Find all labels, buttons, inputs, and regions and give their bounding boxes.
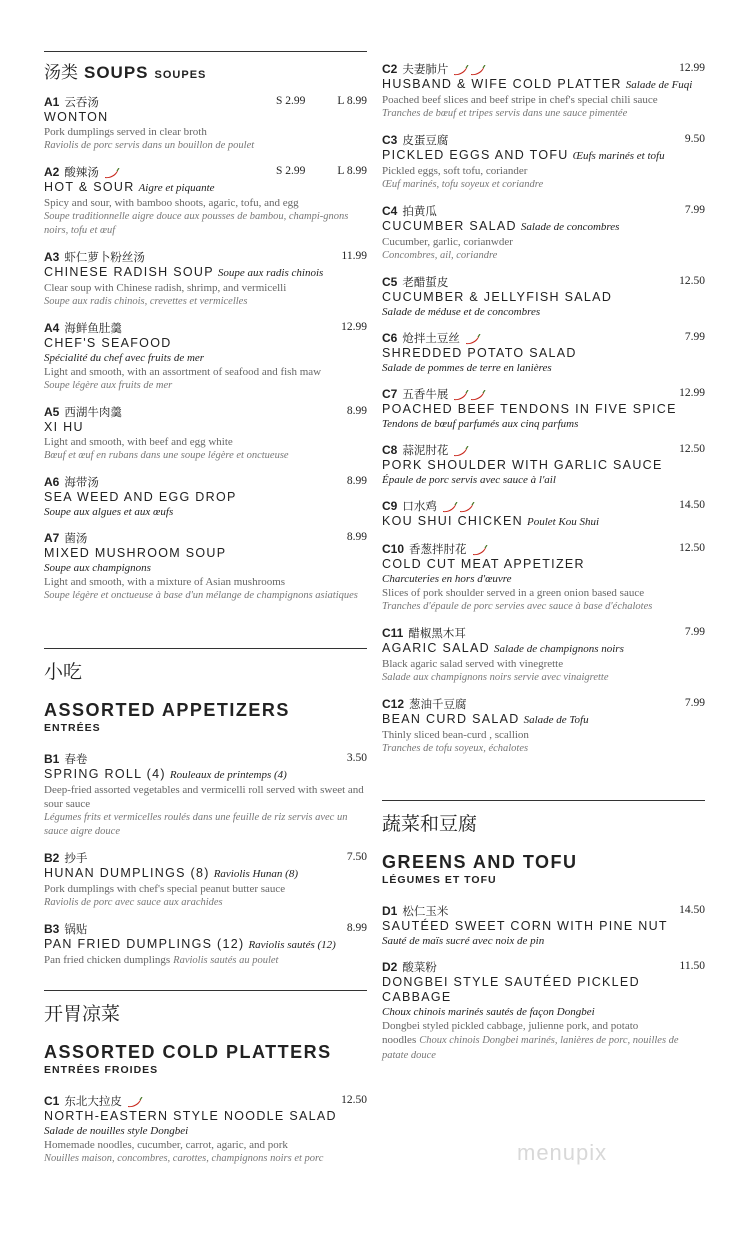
- menu-item: [382, 62, 705, 121]
- item-english-text: WONTON: [44, 110, 109, 124]
- item-heading: [44, 531, 367, 546]
- item-chinese-name: 五香牛展: [402, 387, 449, 401]
- section-title-chinese: 汤类: [44, 63, 78, 83]
- small-price: S 2.99: [275, 95, 306, 107]
- item-english-name: [44, 420, 367, 435]
- item-chinese-name: 炝拌土豆丝: [402, 331, 460, 345]
- item-english-text: SHREDDED POTATO SALAD: [382, 346, 577, 360]
- item-heading: [382, 133, 705, 148]
- item-chinese-name: 酸菜粉: [402, 960, 437, 974]
- item-code: C1: [44, 1094, 60, 1108]
- item-code: C12: [382, 697, 405, 711]
- item-french-name: Soupe aux algues et aux œufs: [44, 506, 174, 518]
- item-chinese-name: 东北大拉皮: [64, 1094, 122, 1108]
- item-english-name: [382, 402, 705, 417]
- item-english-name: [44, 265, 367, 281]
- item-english-name: [382, 641, 705, 657]
- item-english-name: [382, 458, 705, 473]
- item-heading: [382, 626, 705, 641]
- menu-item: [382, 331, 705, 375]
- item-description: [382, 657, 705, 671]
- item-code: A4: [44, 321, 60, 335]
- item-price: 8.99: [346, 922, 367, 934]
- menu-item: [382, 275, 705, 319]
- item-french-inline: Poulet Kou Shui: [526, 516, 600, 528]
- chili-icon: [452, 65, 486, 75]
- chili-icon: [471, 545, 488, 555]
- item-heading: [382, 331, 705, 346]
- item-price: 12.50: [679, 443, 705, 455]
- item-chinese-name: 皮蛋豆腐: [402, 133, 449, 147]
- item-chinese-name: 蒜泥肘花: [402, 443, 449, 457]
- item-description-french: Concombres, ail, coriandre: [382, 250, 498, 261]
- item-description-french: Bœuf et œuf en rubans dans une soupe légère et onctueuse: [44, 450, 289, 461]
- item-code: C5: [382, 275, 398, 289]
- item-description: [44, 783, 367, 811]
- item-english-text: PORK SHOULDER WITH GARLIC SAUCE: [382, 458, 663, 472]
- item-heading: [44, 321, 367, 336]
- item-english-name: [382, 975, 705, 1005]
- item-heading: [44, 851, 367, 866]
- item-description-french: Œuf marinés, tofu soyeux et coriandre: [382, 179, 544, 190]
- item-description-text: Spicy and sour, with bamboo shoots, agaric, tofu, and egg: [44, 197, 299, 209]
- item-description-text: Pickled eggs, soft tofu, coriander: [382, 165, 528, 177]
- item-english-name: [44, 767, 367, 783]
- menu-item: [382, 904, 705, 948]
- item-english-text: CHINESE RADISH SOUP: [44, 265, 214, 279]
- item-french-inline: Salade de Fuqi: [625, 79, 693, 91]
- item-english-name: [44, 937, 367, 953]
- item-code: C3: [382, 133, 398, 147]
- menu-item: [382, 542, 705, 614]
- item-heading: [44, 405, 367, 420]
- item-description-text: Poached beef slices and beef stripe in chef's special chili sauce: [382, 94, 658, 106]
- item-french-inline: Rouleaux de printemps (4): [169, 769, 287, 781]
- item-price: 8.99: [346, 475, 367, 487]
- item-english-text: PICKLED EGGS AND TOFU: [382, 148, 569, 162]
- item-heading: [382, 697, 705, 712]
- menu-item: [382, 443, 705, 487]
- item-price: 7.99: [684, 697, 705, 709]
- item-code: C10: [382, 542, 405, 556]
- item-code: C8: [382, 443, 398, 457]
- item-french-name: Salade de nouilles style Dongbei: [44, 1125, 189, 1137]
- item-french-inline: Raviolis sautés (12): [248, 939, 336, 951]
- item-description: [44, 365, 367, 379]
- section-title-chinese: 小吃: [44, 661, 83, 683]
- section-title-english: ASSORTED APPETIZERS: [44, 700, 290, 720]
- item-description-french: Tranches d'épaule de porc servies avec sauce à base d'échalotes: [382, 601, 653, 612]
- item-description: [44, 281, 367, 295]
- item-english-name: [382, 919, 705, 934]
- item-description-text: Slices of pork shoulder served in a green onion based sauce: [382, 587, 645, 599]
- item-english-name: [382, 77, 705, 93]
- item-prices: [276, 165, 367, 177]
- item-english-text: XI HU: [44, 420, 84, 434]
- item-english-name: [44, 336, 367, 351]
- chili-icon: [103, 168, 120, 178]
- item-code: C9: [382, 499, 398, 513]
- item-price: 7.99: [684, 626, 705, 638]
- item-chinese-name: 抄手: [64, 851, 88, 865]
- item-heading: [382, 499, 705, 514]
- item-price: 7.99: [684, 331, 705, 343]
- item-description-text: Cucumber, garlic, corianwder: [382, 236, 513, 248]
- item-english-name: [382, 148, 705, 164]
- item-french-name: Choux chinois marinés sautés de façon Dongbei: [382, 1006, 595, 1018]
- section-title-chinese: 蔬菜和豆腐: [382, 813, 478, 835]
- menu-item: [44, 922, 367, 968]
- item-french-inline: Salade de champignons noirs: [494, 643, 624, 655]
- item-french-inline: Soupe aux radis chinois: [217, 267, 324, 279]
- item-french-name: Spécialité du chef avec fruits de mer: [44, 352, 205, 364]
- item-description: [44, 435, 367, 449]
- item-description-text: Dongbei styled pickled cabbage, julienne pork, and potato noodles: [382, 1020, 639, 1046]
- appetizers-section: [44, 648, 367, 968]
- cold-platters-continued: [382, 62, 705, 756]
- item-heading: [382, 204, 705, 219]
- item-code: A3: [44, 250, 60, 264]
- section-title-english: GREENS AND TOFU: [382, 852, 578, 872]
- item-english-text: SAUTÉED SWEET CORN WITH PINE NUT: [382, 919, 668, 933]
- item-french-inline: Œufs marinés et tofu: [572, 150, 665, 162]
- small-price: S 2.99: [275, 165, 306, 177]
- item-english-text: MIXED MUSHROOM SOUP: [44, 546, 227, 560]
- item-english-name: [382, 557, 705, 572]
- item-description-french: Raviolis de porc servis dans un bouillon de poulet: [44, 140, 255, 151]
- item-code: A5: [44, 405, 60, 419]
- menu-item: [44, 752, 367, 839]
- section-rule: [44, 51, 367, 52]
- item-heading: [44, 922, 367, 937]
- item-chinese-name: 拍黄瓜: [402, 204, 437, 218]
- item-price: 12.50: [679, 542, 705, 554]
- item-description-french: Soupe légère et onctueuse à base d'un mélange de champignons asiatiques: [44, 590, 358, 601]
- item-heading: [382, 62, 705, 77]
- item-chinese-name: 醋椒黑木耳: [408, 626, 466, 640]
- item-chinese-name: 菌汤: [64, 531, 88, 545]
- large-price: L 8.99: [337, 95, 367, 107]
- item-description: [44, 882, 367, 896]
- section-title-english: ASSORTED COLD PLATTERS: [44, 1042, 332, 1062]
- item-code: C11: [382, 626, 404, 640]
- item-english-text: BEAN CURD SALAD: [382, 712, 520, 726]
- menu-item: [382, 697, 705, 756]
- item-english-name: [44, 180, 367, 196]
- item-heading: [44, 250, 367, 265]
- item-code: D2: [382, 960, 398, 974]
- item-chinese-name: 老醋蜇皮: [402, 275, 449, 289]
- item-chinese-name: 夫妻肺片: [402, 62, 449, 76]
- item-price: 11.50: [679, 960, 705, 972]
- item-price: 12.50: [341, 1094, 367, 1106]
- item-code: C4: [382, 204, 398, 218]
- menu-item: [44, 531, 367, 603]
- item-description-french: Salade aux champignons noirs servie avec vinaigrette: [382, 672, 609, 683]
- item-chinese-name: 松仁玉米: [402, 904, 449, 918]
- item-code: A2: [44, 165, 60, 179]
- item-prices: [276, 95, 367, 107]
- item-chinese-name: 云吞汤: [64, 95, 99, 109]
- item-heading: [382, 443, 705, 458]
- item-price: 11.99: [341, 250, 367, 262]
- menu-item: [44, 95, 367, 153]
- item-heading: [382, 960, 705, 975]
- item-description: [44, 953, 367, 968]
- section-title-french: SOUPES: [154, 69, 207, 81]
- item-description-french: Soupe légère aux fruits de mer: [44, 380, 173, 391]
- item-price: 12.50: [679, 275, 705, 287]
- item-english-name: [382, 712, 705, 728]
- item-price: 7.50: [346, 851, 367, 863]
- item-chinese-name: 香葱拌肘花: [409, 542, 467, 556]
- item-description-text: Pork dumplings with chef's special peanut butter sauce: [44, 883, 286, 895]
- item-description-french: Soupe aux radis chinois, crevettes et vermicelles: [44, 296, 248, 307]
- item-heading: [382, 904, 705, 919]
- item-description-french: Raviolis sautés au poulet: [173, 955, 279, 966]
- watermark: menupix: [517, 1140, 608, 1165]
- chili-icon: [464, 334, 481, 344]
- item-description-french: Raviolis de porc avec sauce aux arachides: [44, 897, 223, 908]
- item-heading: [44, 1094, 367, 1109]
- item-description: [382, 164, 705, 178]
- item-chinese-name: 春卷: [64, 752, 88, 766]
- soups-section: [44, 51, 367, 603]
- item-french-name: Salade de pommes de terre en lanières: [382, 362, 552, 374]
- item-english-text: COLD CUT MEAT APPETIZER: [382, 557, 585, 571]
- item-price: 3.50: [346, 752, 367, 764]
- menu-item: [44, 165, 367, 238]
- item-english-name: [44, 546, 367, 561]
- chili-icon: [452, 446, 469, 456]
- item-description-text: Homemade noodles, cucumber, carrot, agaric, and pork: [44, 1139, 288, 1151]
- item-french-name: Charcuteries en hors d'œuvre: [382, 573, 512, 585]
- item-english-text: AGARIC SALAD: [382, 641, 490, 655]
- item-description: [382, 586, 705, 600]
- item-heading: [44, 475, 367, 490]
- item-english-text: HUSBAND & WIFE COLD PLATTER: [382, 77, 622, 91]
- item-price: 14.50: [679, 499, 705, 511]
- item-description-french: Soupe traditionnelle aigre douce aux pousses de bambou, champi-gnons noirs, tofu et œuf: [44, 211, 349, 236]
- section-rule: [382, 800, 705, 801]
- menu-item: [382, 204, 705, 263]
- item-description-french: Légumes frits et vermicelles roulés dans une feuille de riz servis avec un sauce aigre douce: [44, 812, 348, 837]
- item-description-text: Light and smooth, with an assortment of seafood and fish maw: [44, 366, 322, 378]
- item-code: A1: [44, 95, 60, 109]
- item-price: 8.99: [346, 531, 367, 543]
- item-english-name: [382, 219, 705, 235]
- item-french-name: Salade de méduse et de concombres: [382, 306, 541, 318]
- item-english-name: [44, 110, 367, 125]
- item-english-text: HUNAN DUMPLINGS (8): [44, 866, 210, 880]
- item-description: [382, 235, 705, 249]
- item-chinese-name: 酸辣汤: [64, 165, 99, 179]
- section-title-french: ENTRÉES FROIDES: [44, 1064, 159, 1076]
- item-chinese-name: 口水鸡: [402, 499, 437, 513]
- item-code: A6: [44, 475, 60, 489]
- item-english-name: [44, 1109, 367, 1124]
- chili-icon: [452, 390, 486, 400]
- item-english-text: SPRING ROLL (4): [44, 767, 166, 781]
- item-english-text: CHEF'S SEAFOOD: [44, 336, 172, 350]
- item-description-french: Choux chinois Dongbei marinés, lanières de porc, nouilles de patate douce: [382, 1035, 679, 1061]
- large-price: L 8.99: [337, 165, 367, 177]
- item-description-text: Thinly sliced bean-curd , scallion: [382, 729, 529, 741]
- chili-icon: [441, 502, 475, 512]
- item-code: C7: [382, 387, 398, 401]
- section-title: [44, 58, 367, 83]
- item-description: [44, 125, 367, 139]
- item-english-text: NORTH-EASTERN STYLE NOODLE SALAD: [44, 1109, 337, 1123]
- item-description-text: Clear soup with Chinese radish, shrimp, and vermicelli: [44, 282, 287, 294]
- item-english-name: [44, 490, 367, 505]
- menu-item: [44, 405, 367, 463]
- item-price: 14.50: [679, 904, 705, 916]
- section-title-french: ENTRÉES: [44, 722, 101, 734]
- item-description: [44, 575, 367, 589]
- menu-item: [382, 499, 705, 530]
- section-rule: [44, 990, 367, 991]
- section-title-french: LÉGUMES ET TOFU: [382, 874, 497, 886]
- item-heading: [382, 275, 705, 290]
- item-french-name: Sauté de maïs sucré avec noix de pin: [382, 935, 545, 947]
- item-description-french: Tranches de tofu soyeux, échalotes: [382, 743, 529, 754]
- item-description-text: Light and smooth, with beef and egg white: [44, 436, 233, 448]
- menu-item: [44, 250, 367, 309]
- item-english-name: [382, 290, 705, 305]
- item-code: D1: [382, 904, 398, 918]
- item-description-text: Black agaric salad served with vinegrette: [382, 658, 564, 670]
- item-french-name: Épaule de porc servis avec sauce à l'ail: [382, 474, 556, 486]
- item-french-inline: Salade de Tofu: [523, 714, 589, 726]
- item-chinese-name: 海鲜鱼肚羹: [64, 321, 122, 335]
- item-description-text: Pan fried chicken dumplings: [44, 954, 171, 966]
- menu-item: [382, 133, 705, 192]
- item-chinese-name: 锅贴: [64, 922, 88, 936]
- item-heading: [44, 752, 367, 767]
- item-english-text: SEA WEED AND EGG DROP: [44, 490, 237, 504]
- menu-item: [382, 626, 705, 685]
- item-description-french: Nouilles maison, concombres, carottes, champignons noirs et porc: [44, 1153, 324, 1164]
- item-price: 12.99: [679, 387, 705, 399]
- item-chinese-name: 虾仁萝卜粉丝汤: [64, 250, 145, 264]
- item-french-name: Tendons de bœuf parfumés aux cinq parfums: [382, 418, 579, 430]
- item-english-text: CUCUMBER & JELLYFISH SALAD: [382, 290, 613, 304]
- item-description-text: Deep-fried assorted vegetables and vermicelli roll served with sweet and sour sauce: [44, 784, 364, 810]
- item-code: A7: [44, 531, 60, 545]
- section-title-chinese: 开胃凉菜: [44, 1003, 121, 1025]
- item-french-inline: Salade de concombres: [520, 221, 620, 233]
- cold-platters-section: [44, 990, 367, 1166]
- item-code: B2: [44, 851, 60, 865]
- item-chinese-name: 西湖牛肉羹: [64, 405, 122, 419]
- item-french-inline: Aigre et piquante: [138, 182, 215, 194]
- item-english-text: HOT & SOUR: [44, 180, 135, 194]
- item-description-text: Light and smooth, with a mixture of Asian mushrooms: [44, 576, 286, 588]
- item-english-text: PAN FRIED DUMPLINGS (12): [44, 937, 245, 951]
- item-heading: [382, 542, 705, 557]
- menu-item: [382, 387, 705, 431]
- item-description: [44, 1138, 367, 1152]
- item-code: B1: [44, 752, 60, 766]
- item-english-text: POACHED BEEF TENDONS IN FIVE SPICE: [382, 402, 677, 416]
- item-french-inline: Raviolis Hunan (8): [213, 868, 299, 880]
- item-english-text: KOU SHUI CHICKEN: [382, 514, 523, 528]
- item-heading: [382, 387, 705, 402]
- greens-section: [382, 800, 705, 1063]
- item-chinese-name: 海带汤: [64, 475, 99, 489]
- item-chinese-name: 葱油千豆腐: [409, 697, 467, 711]
- item-description-text: Pork dumplings served in clear broth: [44, 126, 207, 138]
- item-description-french: Tranches de bœuf et tripes servis dans une sauce pimentée: [382, 108, 628, 119]
- menu-item: [44, 321, 367, 393]
- section-rule: [44, 648, 367, 649]
- item-english-text: CUCUMBER SALAD: [382, 219, 517, 233]
- menu-item: [44, 1094, 367, 1166]
- item-description: [382, 728, 705, 742]
- item-english-name: [382, 346, 705, 361]
- item-price: 12.99: [679, 62, 705, 74]
- item-code: C6: [382, 331, 398, 345]
- item-english-text: DONGBEI STYLE SAUTÉED PICKLED CABBAGE: [382, 975, 640, 1004]
- item-code: B3: [44, 922, 60, 936]
- item-description: [382, 1019, 705, 1063]
- menu-item: [382, 960, 705, 1063]
- item-price: 9.50: [684, 133, 705, 145]
- item-price: 7.99: [684, 204, 705, 216]
- item-english-name: [382, 514, 705, 530]
- item-code: C2: [382, 62, 398, 76]
- item-description: [44, 196, 367, 210]
- item-french-name: Soupe aux champignons: [44, 562, 151, 574]
- item-english-name: [44, 866, 367, 882]
- item-description: [382, 93, 705, 107]
- item-price: 8.99: [346, 405, 367, 417]
- menu-item: [44, 851, 367, 910]
- menu-item: [44, 475, 367, 519]
- chili-icon: [126, 1097, 143, 1107]
- item-price: 12.99: [341, 321, 367, 333]
- section-title-english: SOUPS: [84, 63, 149, 82]
